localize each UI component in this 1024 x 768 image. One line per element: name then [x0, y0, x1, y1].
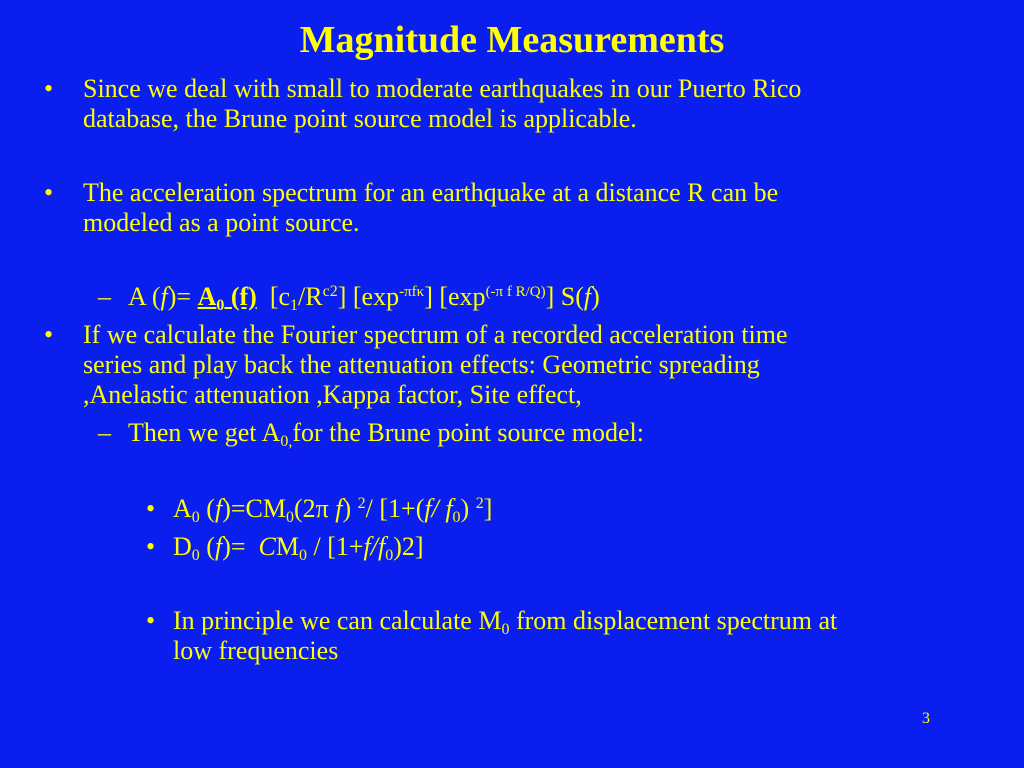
brune-displacement-formula: $D_0$ $(f)= CM_0 / [1+f/f_0)2$] — [173, 532, 424, 564]
bullet-line: series and play back the attenuation effects: Geometric spreading — [83, 350, 760, 379]
bullet-marker: • — [44, 178, 54, 207]
bullet-marker: • — [44, 320, 54, 349]
bullet-marker: • — [44, 74, 54, 103]
dash-marker: – — [98, 282, 111, 311]
slide-title: Magnitude Measurements — [299, 19, 725, 61]
bullet-line: low frequencies — [173, 636, 339, 665]
bullet-marker: • — [146, 606, 156, 635]
acceleration-formula: A $(f)= A_0$ (f) $[c_1/R^{c2}]$ $[\exp^{-\pi f\kappa}]$ $[\exp^{(-\pi f R/Q)}]$ S(f) — [128, 282, 600, 314]
bullet-line: In principle we can calculate $M_0$ from displacement spectrum at — [173, 606, 838, 638]
dash-marker: – — [98, 418, 111, 447]
bullet-line: If we calculate the Fourier spectrum of a recorded acceleration time — [83, 320, 788, 349]
bullet-line: ,Anelastic attenuation ,Kappa factor, Site effect, — [83, 380, 582, 409]
bullet-line: modeled as a point source. — [83, 208, 360, 237]
page-number: 3 — [922, 710, 930, 727]
bullet-line: Since we deal with small to moderate earthquakes in our Puerto Rico — [83, 74, 802, 103]
bullet-marker: • — [146, 494, 156, 523]
bullet-marker: • — [146, 532, 156, 561]
bullet-line: The acceleration spectrum for an earthquake at a distance R can be — [83, 178, 779, 207]
sub-item-text: Then we get $A_{0,}for$ the Brune point source model: — [128, 418, 644, 450]
brune-acceleration-formula: $A_0$ $(f)=CM_0(2\pi$ f) $^2$/ [1+(f/ $f_0$) $^2$] — [173, 494, 493, 526]
bullet-line: database, the Brune point source model is applicable. — [83, 104, 637, 133]
